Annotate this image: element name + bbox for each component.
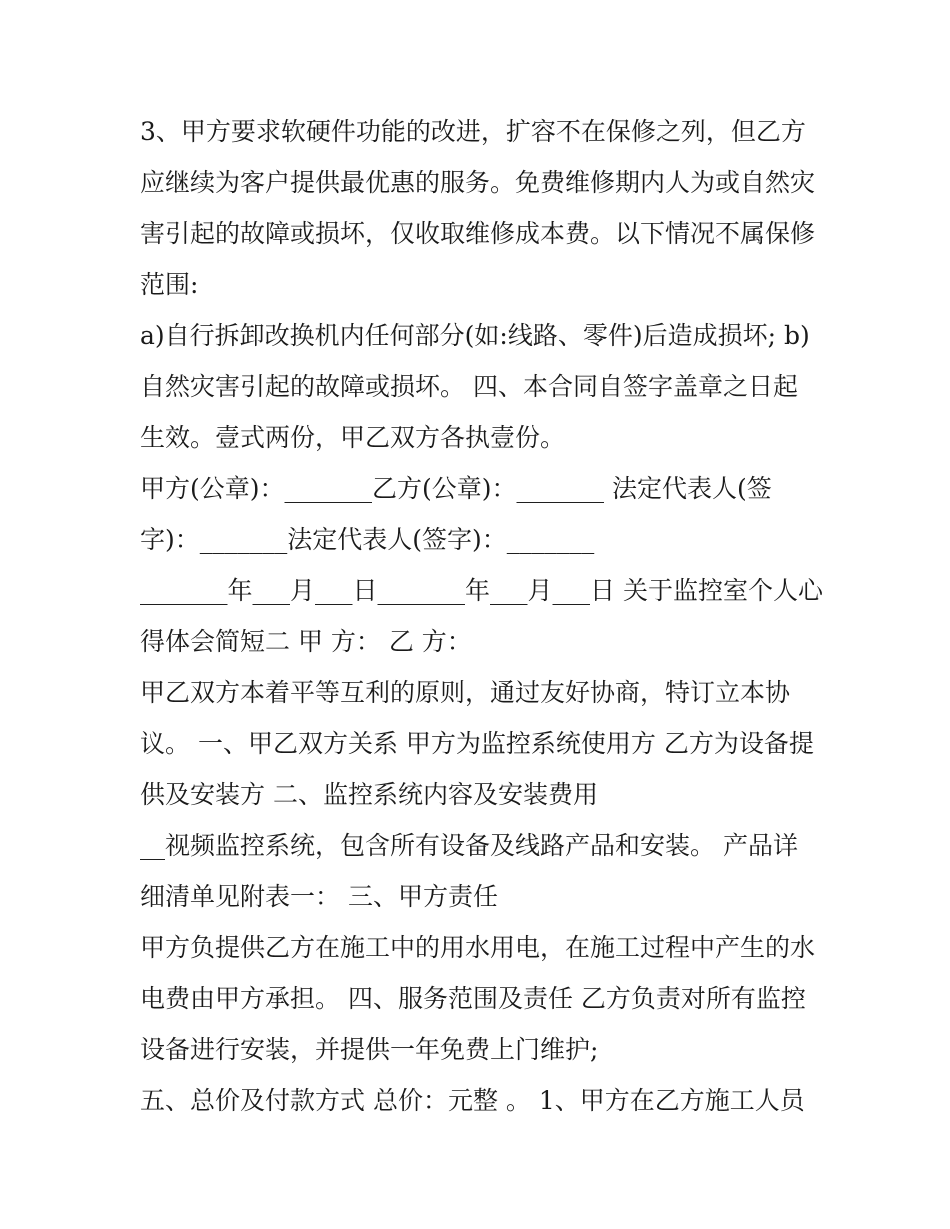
text-line: 自然灾害引起的故障或损坏。 四、本合同自签字盖章之日起 bbox=[140, 372, 798, 401]
text-line: __视频监控系统，包含所有设备及线路产品和安装。 产品详 bbox=[140, 831, 798, 860]
text-line: 供及安装方 二、监控系统内容及安装费用 bbox=[140, 780, 598, 809]
text-line: 生效。壹式两份，甲乙双方各执壹份。 bbox=[140, 423, 566, 452]
text-line: 字)：_______法定代表人(签字)：_______ bbox=[140, 525, 595, 554]
text-line: a)自行拆卸改换机内任何部分(如:线路、零件)后造成损坏; b) bbox=[140, 321, 810, 350]
text-line: _______年___月___日_______年___月___日 关于监控室个人心 bbox=[140, 576, 823, 605]
text-line: 害引起的故障或损坏，仅收取维修成本费。以下情况不属保修 bbox=[140, 219, 816, 248]
text-line: 应继续为客户提供最优惠的服务。免费维修期内人为或自然灾 bbox=[140, 168, 816, 197]
text-line: 设备进行安装，并提供一年免费上门维护; bbox=[140, 1035, 599, 1064]
text-line: 议。 一、甲乙双方关系 甲方为监控系统使用方 乙方为设备提 bbox=[140, 729, 814, 758]
text-line: 电费由甲方承担。 四、服务范围及责任 乙方负责对所有监控 bbox=[140, 984, 806, 1013]
contract-text bbox=[140, 106, 830, 1126]
text-line: 细清单见附表一： 三、甲方责任 bbox=[140, 882, 498, 911]
text-line: 甲乙双方本着平等互利的原则，通过友好协商，特订立本协 bbox=[140, 678, 791, 707]
text-line: 甲方(公章)：_______乙方(公章)：_______ 法定代表人(签 bbox=[140, 474, 772, 503]
text-line: 3、甲方要求软硬件功能的改进，扩容不在保修之列，但乙方 bbox=[140, 117, 806, 146]
text-line: 甲方负提供乙方在施工中的用水用电，在施工过程中产生的水 bbox=[140, 933, 816, 962]
text-line: 得体会简短二 甲 方： 乙 方： bbox=[140, 627, 472, 656]
text-line: 五、总价及付款方式 总价：元整 。 1、甲方在乙方施工人员 bbox=[140, 1086, 805, 1115]
text-line: 范围: bbox=[140, 270, 199, 299]
